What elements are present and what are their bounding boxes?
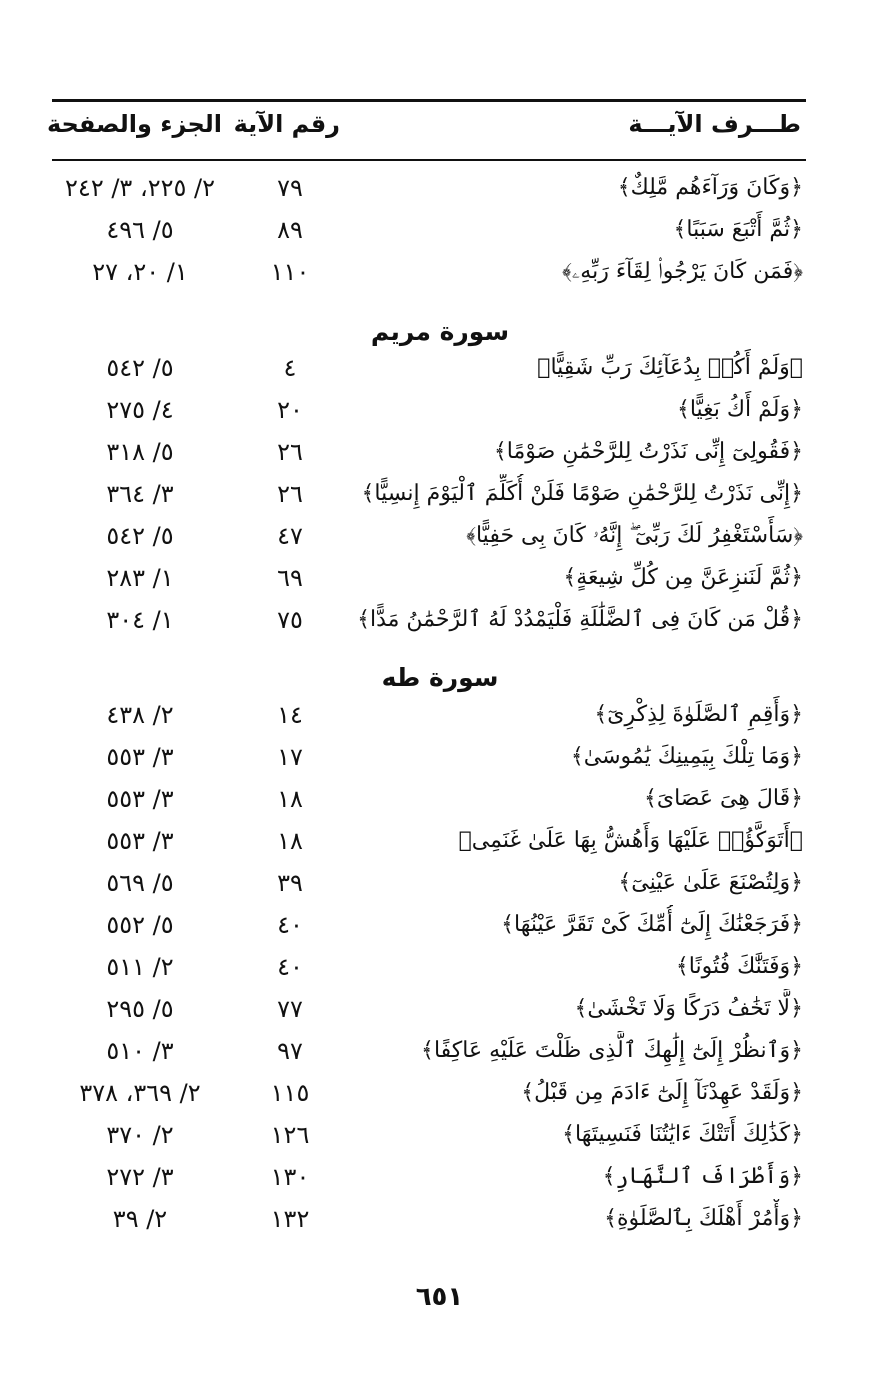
ayah-number: ٢٦ xyxy=(277,438,303,466)
ayah-number: ٢٠ xyxy=(277,396,303,424)
volume-page-ref: ٢/ ٤٣٨ xyxy=(106,701,174,729)
verse-text: ﴿ثُمَّ لَنَنزِعَنَّ مِن كُلِّ شِيعَةٍ﴾ xyxy=(563,565,803,590)
table-row xyxy=(0,168,879,208)
table-row xyxy=(0,1115,879,1155)
page-number: ٦٥١ xyxy=(415,1282,464,1312)
top-rule xyxy=(52,99,806,102)
table-row xyxy=(0,432,879,472)
table-row xyxy=(0,210,879,250)
ayah-number: ١٣٠ xyxy=(270,1163,310,1191)
ayah-number: ٧٥ xyxy=(277,606,303,634)
volume-page-ref: ٥/ ٥٤٢ xyxy=(106,354,174,382)
volume-page-ref: ٣/ ٣٦٤ xyxy=(106,480,174,508)
volume-page-ref: ٣/ ٢٧٢ xyxy=(106,1163,174,1191)
volume-page-ref: ٥/ ٤٩٦ xyxy=(106,216,174,244)
verse-text: ﴿وَفَتَنَّٰكَ فُتُونًا﴾ xyxy=(675,954,803,979)
volume-page-ref: ٥/ ٥٦٩ xyxy=(106,869,174,897)
verse-text: ﴿وَكَانَ وَرَآءَهُم مَّلِكٌ﴾ xyxy=(617,175,803,200)
ayah-number: ١٨ xyxy=(277,827,303,855)
volume-page-ref: ٣/ ٥٥٣ xyxy=(106,743,174,771)
table-row xyxy=(0,989,879,1029)
verse-text: ﴿قَالَ هِىَ عَصَاىَ﴾ xyxy=(643,786,803,811)
header-ayah-column: رقم الآية xyxy=(233,110,340,138)
table-row xyxy=(0,821,879,861)
surah-heading-taha: سورة طه xyxy=(381,663,499,692)
ayah-number: ١٢٦ xyxy=(270,1121,310,1149)
verse-text: ﴿وَأَقِمِ ٱلصَّلَوٰةَ لِذِكْرِىٓ﴾ xyxy=(594,702,803,727)
table-row xyxy=(0,1199,879,1239)
volume-page-ref: ٤/ ٢٧٥ xyxy=(106,396,174,424)
table-row xyxy=(0,863,879,903)
verse-text: ﴿إِنِّى نَذَرْتُ لِلرَّحْمَٰنِ صَوْمًا فَلَنْ أُكَلِّمَ ٱلْيَوْمَ إِنسِيًّا﴾ xyxy=(361,481,803,506)
table-row xyxy=(0,348,879,388)
ayah-number: ٩٧ xyxy=(277,1037,303,1065)
volume-page-ref: ٢/ ٣٦٩، ٣٧٨ xyxy=(79,1079,201,1107)
verse-text: ﴿وَأَطْرَافَ ٱلنَّهَارِ﴾ xyxy=(602,1164,803,1189)
verse-text: ﴿أَتَوَكَّؤُا۟ عَلَيْهَا وَأَهُشُّ بِهَا عَلَىٰ غَنَمِى﴾ xyxy=(458,828,803,853)
header-ref-column: الجزء والصفحة xyxy=(46,110,222,138)
volume-page-ref: ٣/ ٥٥٣ xyxy=(106,827,174,855)
table-row xyxy=(0,779,879,819)
ayah-number: ٤٧ xyxy=(277,522,303,550)
verse-text: ﴿قُلْ مَن كَانَ فِى ٱلضَّلَٰلَةِ فَلْيَمْدُدْ لَهُ ٱلرَّحْمَٰنُ مَدًّا﴾ xyxy=(357,607,803,632)
ayah-number: ٢٦ xyxy=(277,480,303,508)
table-row xyxy=(0,474,879,514)
verse-text: ﴿سَأَسْتَغْفِرُ لَكَ رَبِّىٓ ۖ إِنَّهُۥ كَانَ بِى حَفِيًّا﴾ xyxy=(466,523,803,548)
volume-page-ref: ٣/ ٥٥٣ xyxy=(106,785,174,813)
table-row xyxy=(0,1031,879,1071)
table-row xyxy=(0,947,879,987)
verse-text: ﴿وَلَمْ أَكُ بَغِيًّا﴾ xyxy=(676,397,803,422)
verse-text: ﴿لَّا تَخَٰفُ دَرَكًا وَلَا تَخْشَىٰ﴾ xyxy=(574,996,803,1021)
table-row xyxy=(0,905,879,945)
ayah-number: ٤٠ xyxy=(277,953,303,981)
verse-text: ﴿وَلِتُصْنَعَ عَلَىٰ عَيْنِىٓ﴾ xyxy=(618,870,803,895)
ayah-number: ٨٩ xyxy=(277,216,303,244)
table-row xyxy=(0,390,879,430)
volume-page-ref: ٣/ ٥١٠ xyxy=(106,1037,174,1065)
volume-page-ref: ٥/ ٥٤٢ xyxy=(106,522,174,550)
volume-page-ref: ٥/ ٢٩٥ xyxy=(106,995,174,1023)
header-rule xyxy=(52,159,806,161)
ayah-number: ١٤ xyxy=(277,701,303,729)
verse-text: ﴿وَٱنظُرْ إِلَىٰٓ إِلَٰهِكَ ٱلَّذِى ظَلْتَ عَلَيْهِ عَاكِفًا﴾ xyxy=(421,1038,803,1063)
ayah-number: ١٣٢ xyxy=(270,1205,310,1233)
verse-text: ﴿فَمَن كَانَ يَرْجُوا۟ لِقَآءَ رَبِّهِۦ﴾ xyxy=(562,259,803,284)
ayah-number: ٣٩ xyxy=(277,869,303,897)
verse-text: ﴿وَلَمْ أَكُنۢ بِدُعَآئِكَ رَبِّ شَقِيًّا﴾ xyxy=(537,355,803,380)
volume-page-ref: ٥/ ٥٥٢ xyxy=(106,911,174,939)
verse-text: ﴿كَذَٰلِكَ أَتَتْكَ ءَايَٰتُنَا فَنَسِيتَهَا﴾ xyxy=(562,1122,803,1147)
header-verse-column: طـــرف الآيـــة xyxy=(628,110,801,138)
ayah-number: ١٧ xyxy=(277,743,303,771)
ayah-number: ١١٠ xyxy=(270,258,310,286)
volume-page-ref: ٢/ ٣٧٠ xyxy=(106,1121,174,1149)
table-row xyxy=(0,600,879,640)
volume-page-ref: ١/ ٢٠، ٢٧ xyxy=(92,258,188,286)
volume-page-ref: ١/ ٣٠٤ xyxy=(106,606,174,634)
ayah-number: ١١٥ xyxy=(270,1079,310,1107)
ayah-number: ٧٩ xyxy=(277,174,303,202)
verse-text: ﴿فَرَجَعْنَٰكَ إِلَىٰٓ أُمِّكَ كَىْ تَقَرَّ عَيْنُهَا﴾ xyxy=(501,912,803,937)
verse-text: ﴿وَمَا تِلْكَ بِيَمِينِكَ يَٰمُوسَىٰ﴾ xyxy=(570,744,803,769)
ayah-number: ٧٧ xyxy=(277,995,303,1023)
table-row xyxy=(0,695,879,735)
surah-heading-maryam: سورة مريم xyxy=(370,317,510,346)
table-row xyxy=(0,1073,879,1113)
table-row xyxy=(0,252,879,292)
ayah-number: ٤ xyxy=(283,354,297,382)
ayah-number: ٤٠ xyxy=(277,911,303,939)
ayah-number: ١٨ xyxy=(277,785,303,813)
verse-text: ﴿وَلَقَدْ عَهِدْنَآ إِلَىٰٓ ءَادَمَ مِن قَبْلُ﴾ xyxy=(521,1080,803,1105)
volume-page-ref: ١/ ٢٨٣ xyxy=(106,564,174,592)
verse-text: ﴿ثُمَّ أَتْبَعَ سَبَبًا﴾ xyxy=(673,217,803,242)
verse-text: ﴿وَأْمُرْ أَهْلَكَ بِٱلصَّلَوٰةِ﴾ xyxy=(604,1206,803,1231)
table-row xyxy=(0,516,879,556)
volume-page-ref: ٥/ ٣١٨ xyxy=(106,438,174,466)
table-row xyxy=(0,558,879,598)
table-row xyxy=(0,1157,879,1197)
verse-text: ﴿فَقُولِىٓ إِنِّى نَذَرْتُ لِلرَّحْمَٰنِ صَوْمًا﴾ xyxy=(493,439,803,464)
volume-page-ref: ٢/ ٣٩ xyxy=(112,1205,168,1233)
table-row xyxy=(0,737,879,777)
ayah-number: ٦٩ xyxy=(277,564,303,592)
volume-page-ref: ٢/ ٢٢٥، ٣/ ٢٤٢ xyxy=(65,174,215,202)
volume-page-ref: ٢/ ٥١١ xyxy=(106,953,174,981)
